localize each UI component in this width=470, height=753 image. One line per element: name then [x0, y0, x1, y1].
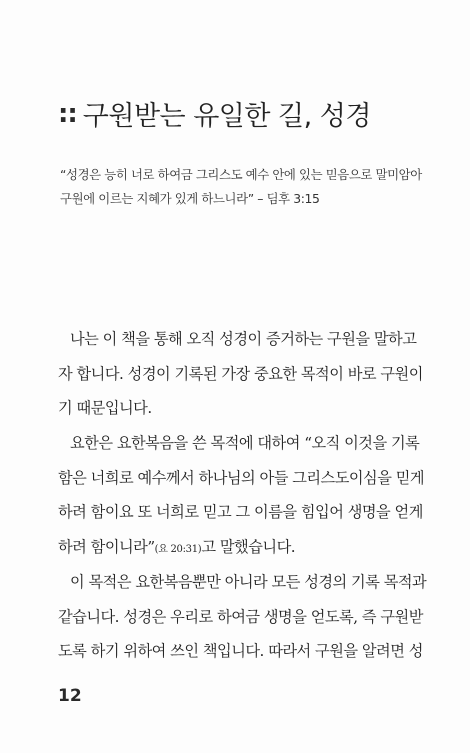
paragraph-2-line: 함은 너희로 예수께서 하나님의 아들 그리스도이심을 믿게: [58, 468, 425, 487]
paragraph-2-line: 요한은 요한복음을 쓴 목적에 대하여 “오직 이것을 기록: [70, 434, 420, 453]
sentence-end-text: 고 말했습니다.: [201, 538, 296, 557]
paragraph-1-line: 나는 이 책을 통해 오직 성경이 증거하는 구원을 말하고: [70, 330, 417, 348]
paragraph-3-line: 같습니다. 성경은 우리로 하여금 생명을 얻도록, 즉 구원받: [58, 607, 423, 626]
paragraph-2-line: [58, 530, 450, 565]
epigraph-line: “성경은 능히 너로 하여금 그리스도 예수 안에 있는 믿음으로 말미암아: [60, 167, 422, 182]
epigraph-line: 구원에 이르는 지혜가 있게 하느니라” – 딤후 3:15: [60, 191, 320, 206]
heading-ornament: ::: [58, 98, 77, 129]
epigraph-quote: [60, 163, 440, 211]
paragraph-2-line: 하려 함이요 또 너희로 믿고 그 이름을 힘입어 생명을 얻게: [58, 503, 423, 522]
paragraph-1-line: 자 합니다. 성경이 기록된 가장 중요한 목적이 바로 구원이: [58, 364, 423, 383]
paragraph-3-line: 이 목적은 요한복음뿐만 아니라 모든 성경의 기록 목적과: [70, 572, 427, 591]
paragraph-1-line: 기 때문입니다.: [58, 399, 152, 418]
chapter-heading: [58, 94, 371, 133]
chapter-title: 구원받는 유일한 길, 성경: [82, 101, 371, 132]
paragraph-3-line: 도록 하기 위하여 쓰인 책입니다. 따라서 구원을 알려면 성: [58, 642, 423, 661]
page-number: 12: [58, 686, 82, 706]
quote-end-text: 하려 함이니라”: [58, 538, 155, 557]
body-text: [58, 322, 450, 669]
scripture-reference: (요 20:31): [154, 544, 202, 556]
